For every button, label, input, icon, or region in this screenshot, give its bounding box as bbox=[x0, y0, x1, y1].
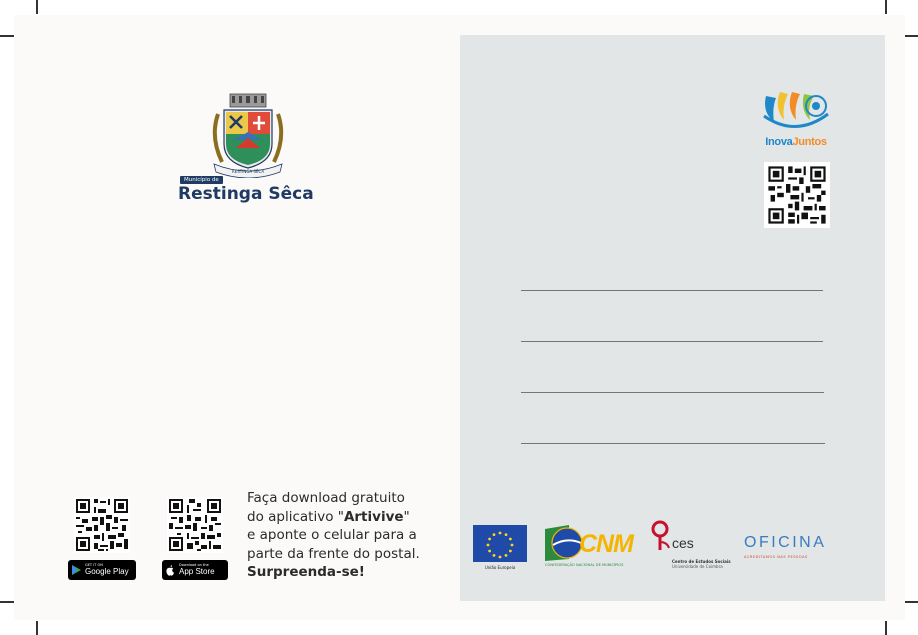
apple-icon bbox=[166, 565, 175, 576]
eu-logo bbox=[473, 525, 527, 570]
address-line-1[interactable] bbox=[521, 290, 823, 291]
instructions-line-2-prefix: do aplicativo " bbox=[247, 508, 344, 525]
ces-wordmark: ces bbox=[672, 535, 694, 551]
oficina-caption: ACREDITAMOS NAS PESSOAS bbox=[744, 555, 808, 559]
address-panel bbox=[460, 35, 885, 601]
crop-mark-bottom-right bbox=[885, 621, 887, 635]
google-play-badge-small: GET IT ON bbox=[85, 563, 103, 568]
app-name: Artivive bbox=[343, 508, 404, 525]
qr-code-icon[interactable] bbox=[167, 497, 223, 553]
crop-mark-left-top bbox=[0, 35, 14, 37]
instructions-line-5 bbox=[247, 563, 447, 582]
google-play-badge-label: Google Play bbox=[85, 566, 129, 576]
address-line-3[interactable] bbox=[521, 392, 824, 393]
partner-logos bbox=[460, 520, 885, 570]
ces-logo bbox=[651, 520, 741, 568]
surprise-text: Surpreenda-se! bbox=[247, 564, 365, 580]
coat-of-arms-icon bbox=[208, 92, 288, 178]
crop-mark-left-bottom bbox=[0, 601, 14, 603]
instructions-line-3: e aponte o celular para a bbox=[247, 527, 417, 543]
oficina-wordmark: OFICINA bbox=[744, 534, 827, 551]
crop-mark-top-left bbox=[36, 0, 38, 14]
app-store-badge-label: App Store bbox=[179, 566, 215, 576]
crop-mark-bottom-left bbox=[36, 621, 38, 635]
qr-code-icon[interactable] bbox=[74, 497, 130, 553]
google-play-badge[interactable] bbox=[68, 560, 136, 580]
qr-code-icon[interactable] bbox=[764, 162, 830, 228]
municipality-logo bbox=[178, 92, 318, 212]
instructions-line-2 bbox=[247, 508, 447, 527]
inova-juntos-icon bbox=[760, 88, 832, 134]
inova-juntos-wordmark bbox=[760, 136, 832, 148]
app-store-badge[interactable] bbox=[162, 560, 228, 580]
crop-mark-top-right bbox=[885, 0, 887, 14]
cnm-letters: CNM bbox=[579, 530, 633, 558]
cnm-logo bbox=[543, 522, 643, 568]
eu-flag-icon bbox=[473, 525, 527, 562]
address-line-2[interactable] bbox=[521, 341, 823, 342]
app-store-badge-small: Download on the bbox=[179, 563, 209, 568]
play-store-icon bbox=[72, 565, 81, 575]
juntos-word: Juntos bbox=[792, 136, 827, 148]
ces-caption-2: Universidade de Coimbra bbox=[672, 564, 723, 569]
oficina-logo bbox=[744, 534, 836, 559]
inova-juntos-logo bbox=[760, 88, 832, 150]
crop-mark-right-bottom bbox=[904, 601, 918, 603]
instructions-line-4: parte da frente do postal. bbox=[247, 545, 420, 562]
ces-emblem-icon bbox=[651, 520, 673, 552]
eu-caption: União Europeia bbox=[484, 565, 516, 570]
svg-text:RESTINGA SÊCA: RESTINGA SÊCA bbox=[231, 169, 265, 174]
cnm-caption: CONFEDERAÇÃO NACIONAL DE MUNICÍPIOS bbox=[545, 563, 624, 567]
municipality-label: Município de bbox=[180, 176, 223, 184]
ces-caption-1: Centro de Estudos Sociais bbox=[672, 559, 731, 564]
download-instructions bbox=[247, 489, 447, 582]
municipality-name: Restinga Sêca bbox=[178, 184, 314, 204]
crop-mark-right-top bbox=[904, 35, 918, 37]
address-line-4[interactable] bbox=[521, 443, 825, 444]
instructions-line-2-suffix: " bbox=[403, 508, 410, 525]
instructions-line-1: Faça download gratuito bbox=[247, 490, 405, 506]
inova-word: Inova bbox=[765, 136, 793, 148]
